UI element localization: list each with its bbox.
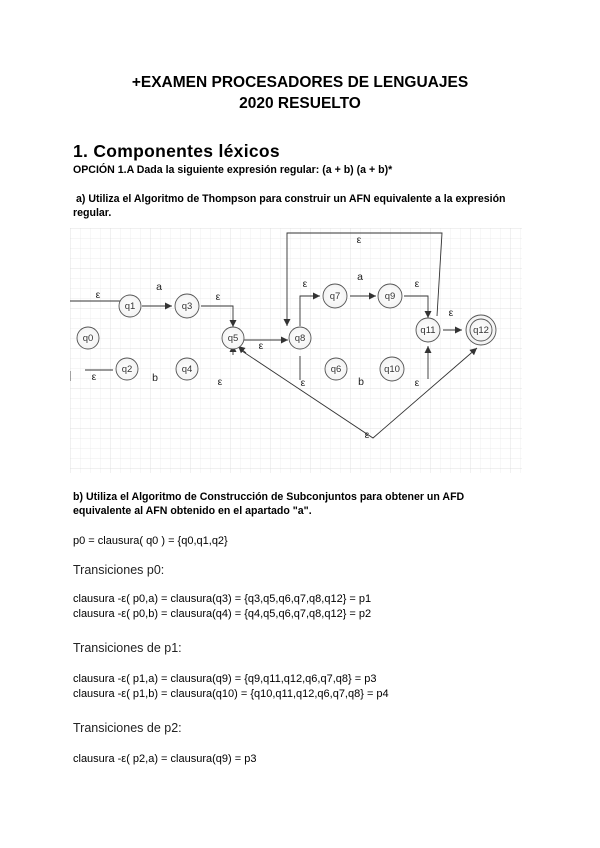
transitions-p0-label: Transiciones p0:	[73, 563, 165, 577]
p2-transition-a: clausura -ε( p2,a) = clausura(q9) = p3	[73, 753, 257, 765]
state-q7-label: q7	[329, 291, 341, 302]
label-eps-q3-q5: ε	[215, 291, 221, 303]
state-q12-label: q12	[473, 325, 489, 336]
section-heading: 1. Componentes léxicos	[73, 141, 280, 161]
state-q9-label: q9	[384, 291, 396, 302]
part-b-line1: b) Utiliza el Algoritmo de Construcción de Subconjuntos para obtener un AFD	[73, 491, 465, 503]
label-eps-q10-q11: ε	[414, 377, 420, 389]
label-eps-q0-q1: ε	[95, 289, 101, 301]
label-eps-q9-q11: ε	[414, 278, 420, 290]
label-eps-q8-q6: ε	[300, 377, 306, 389]
state-q3-label: q3	[181, 301, 193, 312]
label-eps-q4-q5: ε	[217, 376, 223, 388]
p0-transition-a: clausura -ε( p0,a) = clausura(q3) = {q3,q5,q6,q7,q8,q12} = p1	[73, 593, 372, 605]
state-q4-label: q4	[181, 364, 193, 375]
state-q1-label: q1	[124, 301, 136, 312]
document-title-line1: +EXAMEN PROCESADORES DE LENGUAJES	[131, 74, 469, 91]
label-eps-q5-q12: ε	[364, 429, 370, 441]
thompson-nfa-diagram	[70, 228, 522, 473]
p0-definition: p0 = clausura( q0 ) = {q0,q1,q2}	[73, 535, 228, 547]
part-b-line2: equivalente al AFN obtenido en el apartado "a".	[73, 505, 312, 517]
label-eps-q0-q2: ε	[91, 371, 97, 383]
transitions-p1-label: Transiciones de p1:	[73, 641, 182, 655]
label-eps-q5-q8: ε	[258, 340, 264, 352]
state-q8-label: q8	[294, 333, 306, 344]
label-a-q1-q3: a	[156, 281, 162, 293]
state-q11-label: q11	[420, 325, 436, 336]
part-a-line1: a) Utiliza el Algoritmo de Thompson para construir un AFN equivalente a la expresión	[76, 193, 506, 205]
p1-transition-a: clausura -ε( p1,a) = clausura(q9) = {q9,q11,q12,q6,q7,q8} = p3	[73, 673, 377, 685]
label-b-q6-q10: b	[358, 376, 364, 388]
grid-background	[70, 228, 522, 473]
part-a-line2: regular.	[73, 207, 112, 219]
document-title-line2: 2020 RESUELTO	[239, 95, 361, 112]
label-eps-q8-q7: ε	[302, 278, 308, 290]
state-q2-label: q2	[121, 364, 133, 375]
state-q0-label: q0	[82, 333, 94, 344]
p1-transition-b: clausura -ε( p1,b) = clausura(q10) = {q10,q11,q12,q6,q7,q8} = p4	[73, 688, 389, 700]
label-eps-loop: ε	[356, 234, 362, 246]
label-eps-q11-q12: ε	[448, 307, 454, 319]
label-b-q2-q4: b	[152, 372, 158, 384]
option-text: OPCIÓN 1.A Dada la siguiente expresión regular: (a + b) (a + b)*	[73, 164, 393, 176]
state-q10-label: q10	[384, 364, 400, 375]
state-q5-label: q5	[227, 333, 239, 344]
label-a-q7-q9: a	[357, 271, 363, 283]
state-q6-label: q6	[330, 364, 342, 375]
p0-transition-b: clausura -ε( p0,b) = clausura(q4) = {q4,q5,q6,q7,q8,q12} = p2	[73, 608, 372, 620]
transitions-p2-label: Transiciones de p2:	[73, 721, 182, 735]
